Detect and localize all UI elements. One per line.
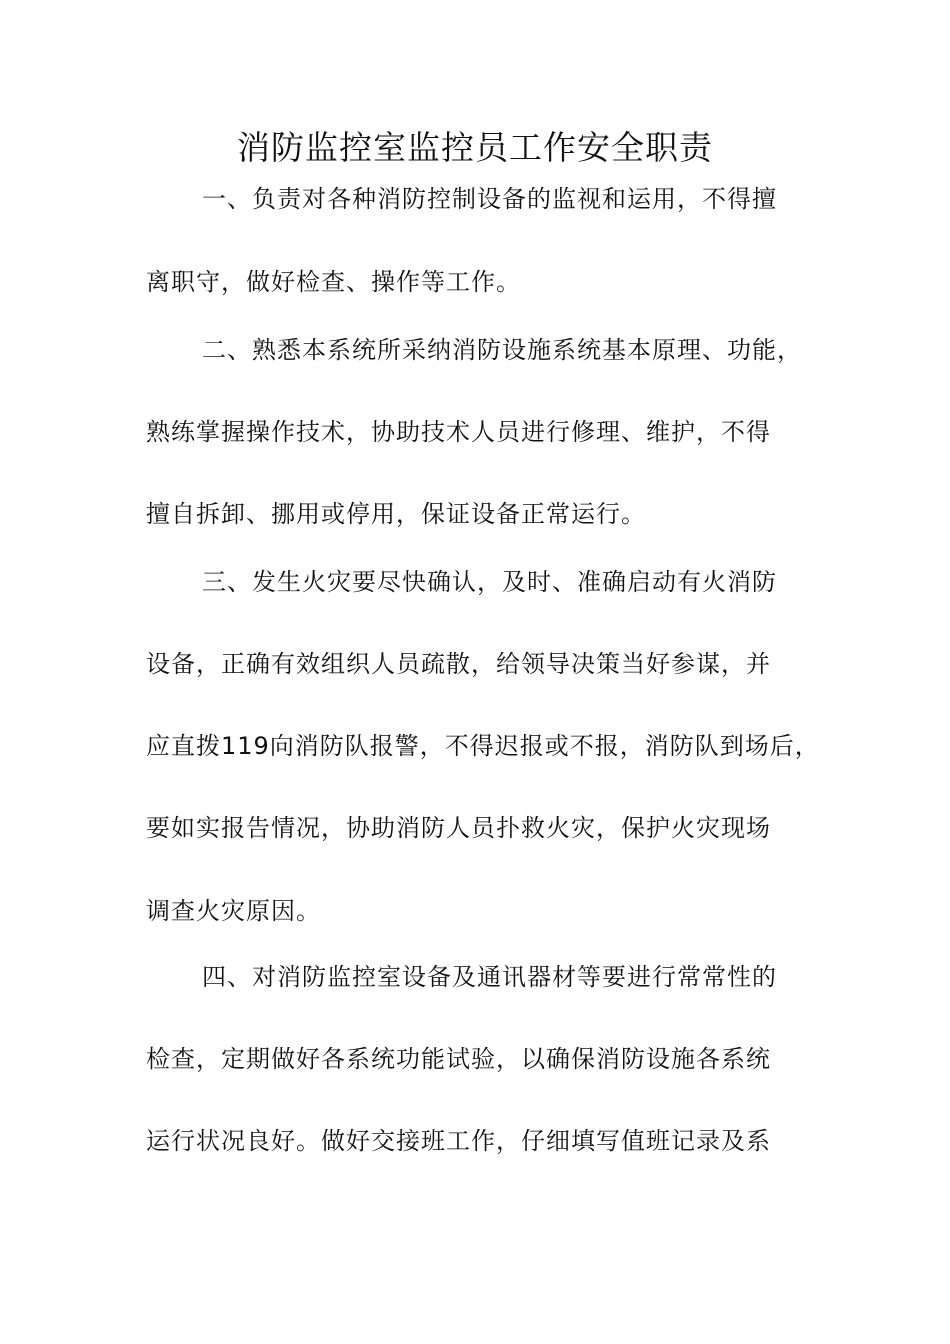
- paragraph-1-line-2: 离职守，做好检查、操作等工作。: [146, 268, 521, 296]
- paragraph-3-line-2: 设备，正确有效组织人员疏散，给领导决策当好参谋，并: [146, 650, 771, 678]
- paragraph-2-line-3: 擅自拆卸、挪用或停用，保证设备正常运行。: [146, 500, 646, 528]
- paragraph-2-line-2: 熟练掌握操作技术，协助技术人员进行修理、维护，不得: [146, 418, 771, 446]
- paragraph-4-line-3: 运行状况良好。做好交接班工作，仔细填写值班记录及系: [146, 1127, 771, 1155]
- paragraph-3-line-5: 调查火灾原因。: [146, 897, 321, 925]
- paragraph-2-line-1: 二、熟悉本系统所采纳消防设施系统基本原理、功能，: [202, 336, 802, 364]
- paragraph-1-line-1: 一、负责对各种消防控制设备的监视和运用，不得擅: [202, 185, 777, 213]
- paragraph-4-line-1: 四、对消防监控室设备及通讯器材等要进行常常性的: [202, 963, 777, 991]
- paragraph-4-line-2: 检查，定期做好各系统功能试验，以确保消防设施各系统: [146, 1045, 771, 1073]
- document-title: 消防监控室监控员工作安全职责: [237, 128, 713, 167]
- paragraph-3-line-3: 应直拨119向消防队报警，不得迟报或不报，消防队到场后，: [146, 732, 820, 760]
- paragraph-3-line-1: 三、发生火灾要尽快确认，及时、准确启动有火消防: [202, 568, 777, 596]
- paragraph-3-line-4: 要如实报告情况，协助消防人员扑救火灾，保护火灾现场: [146, 814, 771, 842]
